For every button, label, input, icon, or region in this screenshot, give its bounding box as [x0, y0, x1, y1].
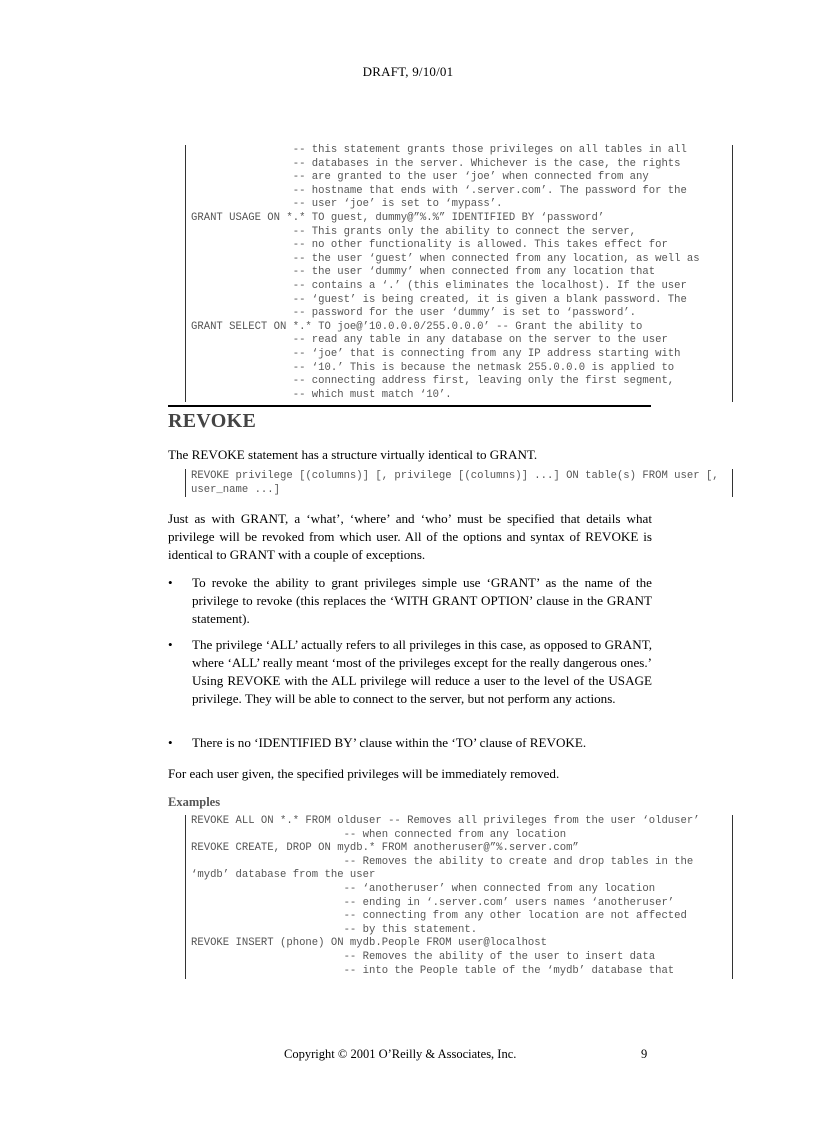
- syntax-box-left-border: [185, 469, 186, 497]
- examples-left-border: [185, 815, 186, 979]
- list-item-text: The privilege ‘ALL’ actually refers to all privileges in this case, as opposed to GRANT, where ‘ALL’ really meant ‘most of the privileges except for the really dangerous ones.’ Using REVOKE with the ALL privilege will reduce a user to the level of the USAGE privilege. They will be able to connect to the server, but not perform any actions.: [192, 637, 652, 706]
- page-header-draft: DRAFT, 9/10/01: [362, 64, 454, 79]
- section-title-revoke: REVOKE: [168, 410, 257, 432]
- revoke-syntax: REVOKE privilege [(columns)] [, privilege [(columns)] ...] ON table(s) FROM user [, user_name ...]: [191, 470, 719, 496]
- syntax-box-right-border: [732, 469, 733, 497]
- code-block-left-border: [185, 145, 186, 402]
- list-item-text: To revoke the ability to grant privileges simple use ‘GRANT’ as the name of the privilege to revoke (this replaces the ‘WITH GRANT OPTION’ clause in the GRANT statement).: [192, 575, 652, 626]
- bullet-icon: •: [168, 575, 173, 590]
- bullet-icon: •: [168, 735, 173, 750]
- examples-code: REVOKE ALL ON *.* FROM olduser -- Removes all privileges from the user ‘olduser’ -- when connected from any location REVOKE CREATE, DROP ON mydb.* FROM anotheruser@”%.server.com” -- Removes the ability to create and drop tables in the ‘mydb’ database from the user -- ‘anotheruser’ when connected from any location -- ending in ‘.server.com’ users names ‘anotheruser’ -- connecting from any other location are not affected -- by this statement. REVOKE INSERT (phone) ON mydb.People FROM user@localhost -- Removes the ability of the user to insert data -- into the People table of the ‘mydb’ database that: [191, 815, 700, 977]
- section-divider: [168, 405, 651, 407]
- revoke-description: Just as with GRANT, a ‘what’, ‘where’ and ‘who’ must be specified that details what privilege will be revoked from which user. All of the options and syntax of REVOKE is identical to GRANT with a couple of exceptions.: [168, 511, 652, 562]
- bullet-icon: •: [168, 637, 173, 652]
- revoke-syntax-box: [191, 470, 719, 497]
- revoke-intro: The REVOKE statement has a structure virtually identical to GRANT.: [168, 447, 538, 462]
- list-item: [168, 734, 652, 752]
- list-item-text: There is no ‘IDENTIFIED BY’ clause within the ‘TO’ clause of REVOKE.: [192, 735, 587, 750]
- revoke-closing: For each user given, the specified privileges will be immediately removed.: [168, 766, 560, 781]
- page-number: 9: [641, 1047, 648, 1061]
- examples-heading: Examples: [168, 795, 221, 809]
- list-item: [168, 574, 652, 628]
- copyright: Copyright © 2001 O’Reilly & Associates, Inc.: [284, 1047, 517, 1061]
- code-block-right-border: [732, 145, 733, 402]
- code-text: -- this statement grants those privileges on all tables in all -- databases in the server. Whichever is the case, the rights -- are granted to the user ‘joe’ when connected from any -- hostname that ends with ‘.server.com’. The password for the -- user ‘joe’ is set to ‘mypass’. GRANT USAGE ON *.* TO guest, dummy@”%.%” IDENTIFIED BY ‘password’ -- This grants only the ability to connect the server, -- no other functionality is allowed. This takes effect for -- the user ‘guest’ when connected from any location, as well as -- the user ‘dummy’ when connected from any location that -- contains a ‘.’ (this eliminates the localhost). If the user -- ‘guest’ is being created, it is given a blank password. The -- password for the user ‘dummy’ is set to ‘password’. GRANT SELECT ON *.* TO joe@’10.0.0.0/255.0.0.0’ -- Grant the ability to -- read any table in any database on the server to the user -- ‘joe’ that is connecting from any IP address starting with -- ‘10.’ This is because the netmask 255.0.0.0 is applied to -- connecting address first, leaving only the first segment, -- which must match ‘10’.: [191, 144, 700, 401]
- examples-code-block: [191, 815, 700, 978]
- code-block-grant-continued: [191, 144, 700, 402]
- list-item: [168, 636, 652, 708]
- examples-right-border: [732, 815, 733, 979]
